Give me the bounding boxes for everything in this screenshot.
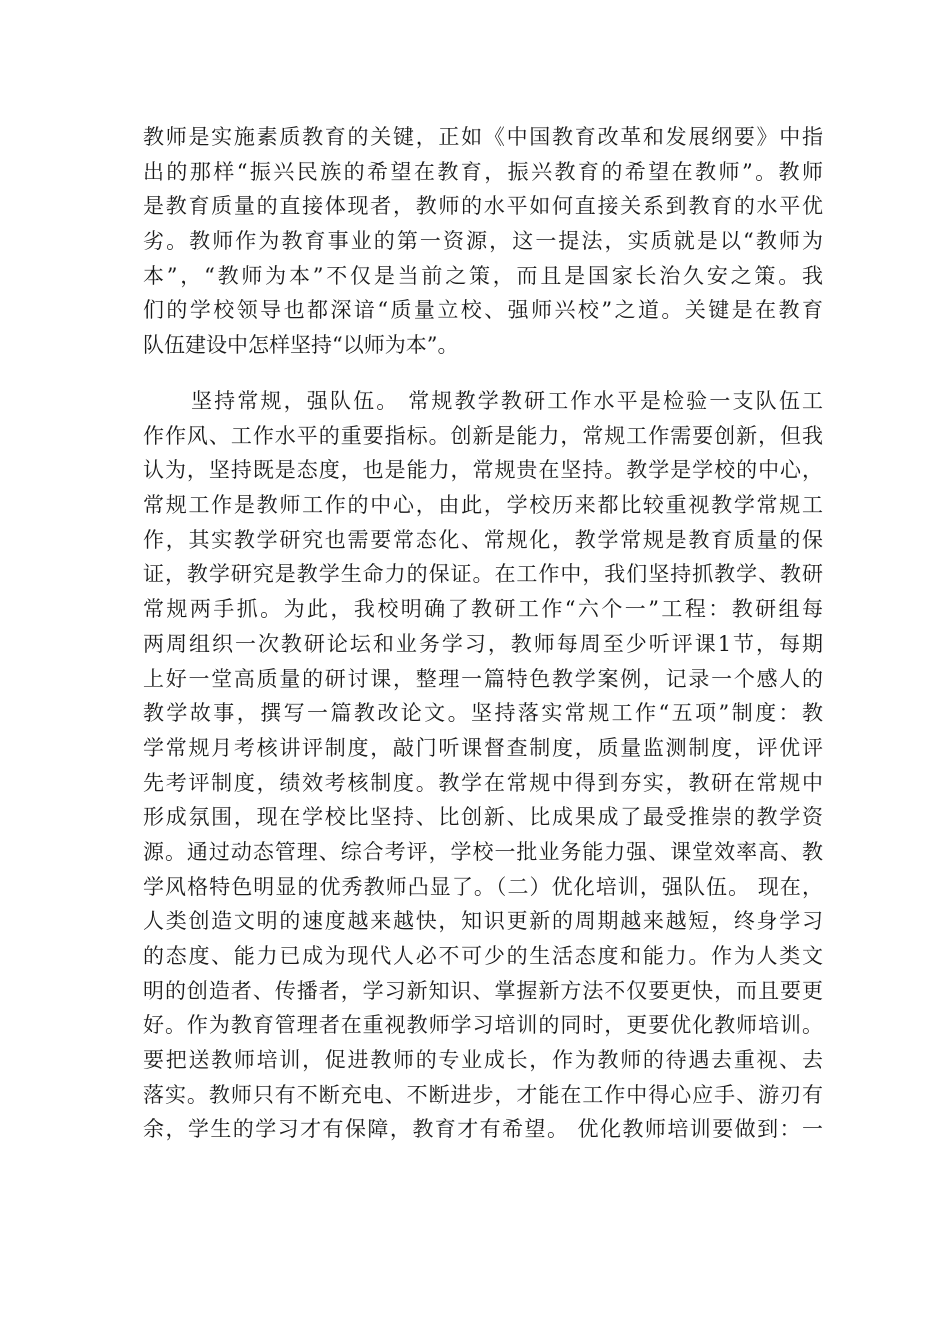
text-line: 上好一堂高质量的研讨课，整理一篇特色教学案例，记录一个感人的 — [143, 666, 823, 691]
text-line: 的态度、能力已成为现代人必不可少的生活态度和能力。作为人类文 — [143, 944, 823, 968]
text-line: 坚持常规，强队伍。 常规教学教研工作水平是检验一支队伍工 — [191, 389, 823, 413]
text-line: 落实。教师只有不断充电、不断进步，才能在工作中得心应手、游刃有 — [143, 1082, 823, 1107]
text-line: 先考评制度，绩效考核制度。教学在常规中得到夯实，教研在常规中 — [143, 770, 823, 795]
text-line: 教师是实施素质教育的关键，正如《中国教育改革和发展纲要》中指 — [143, 125, 823, 149]
text-line: 教学故事，撰写一篇教改论文。坚持落实常规工作“五项”制度：教 — [143, 701, 823, 726]
text-line: 出的那样“振兴民族的希望在教育，振兴教育的希望在教师”。教师 — [143, 159, 823, 184]
text-line: 证，教学研究是教学生命力的保证。在工作中，我们坚持抓教学、教研 — [143, 562, 823, 587]
text-line: 要把送教师培训，促进教师的专业成长，作为教师的待遇去重视、去 — [143, 1048, 823, 1073]
text-line: 明的创造者、传播者，学习新知识、掌握新方法不仅要更快，而且要更 — [143, 978, 823, 1003]
text-line: 形成氛围，现在学校比坚持、比创新、比成果成了最受推崇的教学资 — [143, 805, 823, 830]
text-line: 两周组织一次教研论坛和业务学习，教师每周至少听评课1节，每期 — [143, 631, 823, 656]
text-line: 学常规月考核讲评制度，敲门听课督查制度，质量监测制度，评优评 — [143, 735, 823, 760]
text-line: 常规两手抓。为此，我校明确了教研工作“六个一”工程：教研组每 — [143, 597, 823, 622]
text-line: 余，学生的学习才有保障，教育才有希望。 优化教师培训要做到：一 — [143, 1117, 823, 1142]
paragraph-2 — [143, 384, 823, 1147]
text-line: 作，其实教学研究也需要常态化、常规化，教学常规是教育质量的保 — [143, 527, 823, 552]
text-line: 好。作为教育管理者在重视教师学习培训的同时，更要优化教师培训。 — [143, 1013, 823, 1038]
text-line: 学风格特色明显的优秀教师凸显了。（二）优化培训，强队伍。 现在， — [143, 874, 823, 899]
text-line: 源。通过动态管理、综合考评，学校一批业务能力强、课堂效率高、教 — [143, 839, 823, 864]
text-line: 们的学校领导也都深谙“质量立校、强师兴校”之道。关键是在教育 — [143, 298, 823, 323]
text-line: 本”，“教师为本”不仅是当前之策，而且是国家长治久安之策。我 — [143, 263, 823, 288]
paragraph-1 — [143, 120, 823, 363]
text-line: 劣。教师作为教育事业的第一资源，这一提法，实质就是以“教师为 — [143, 229, 823, 254]
text-line: 是教育质量的直接体现者，教师的水平如何直接关系到教育的水平优 — [143, 194, 823, 219]
text-line: 人类创造文明的速度越来越快，知识更新的周期越来越短，终身学习 — [143, 909, 823, 934]
text-line: 作作风、工作水平的重要指标。创新是能力，常规工作需要创新，但我 — [143, 423, 823, 448]
text-line: 常规工作是教师工作的中心，由此，学校历来都比较重视教学常规工 — [143, 493, 823, 518]
text-line: 队伍建设中怎样坚持“以师为本”。 — [143, 333, 459, 358]
text-line: 认为，坚持既是态度，也是能力，常规贵在坚持。教学是学校的中心， — [143, 458, 823, 483]
